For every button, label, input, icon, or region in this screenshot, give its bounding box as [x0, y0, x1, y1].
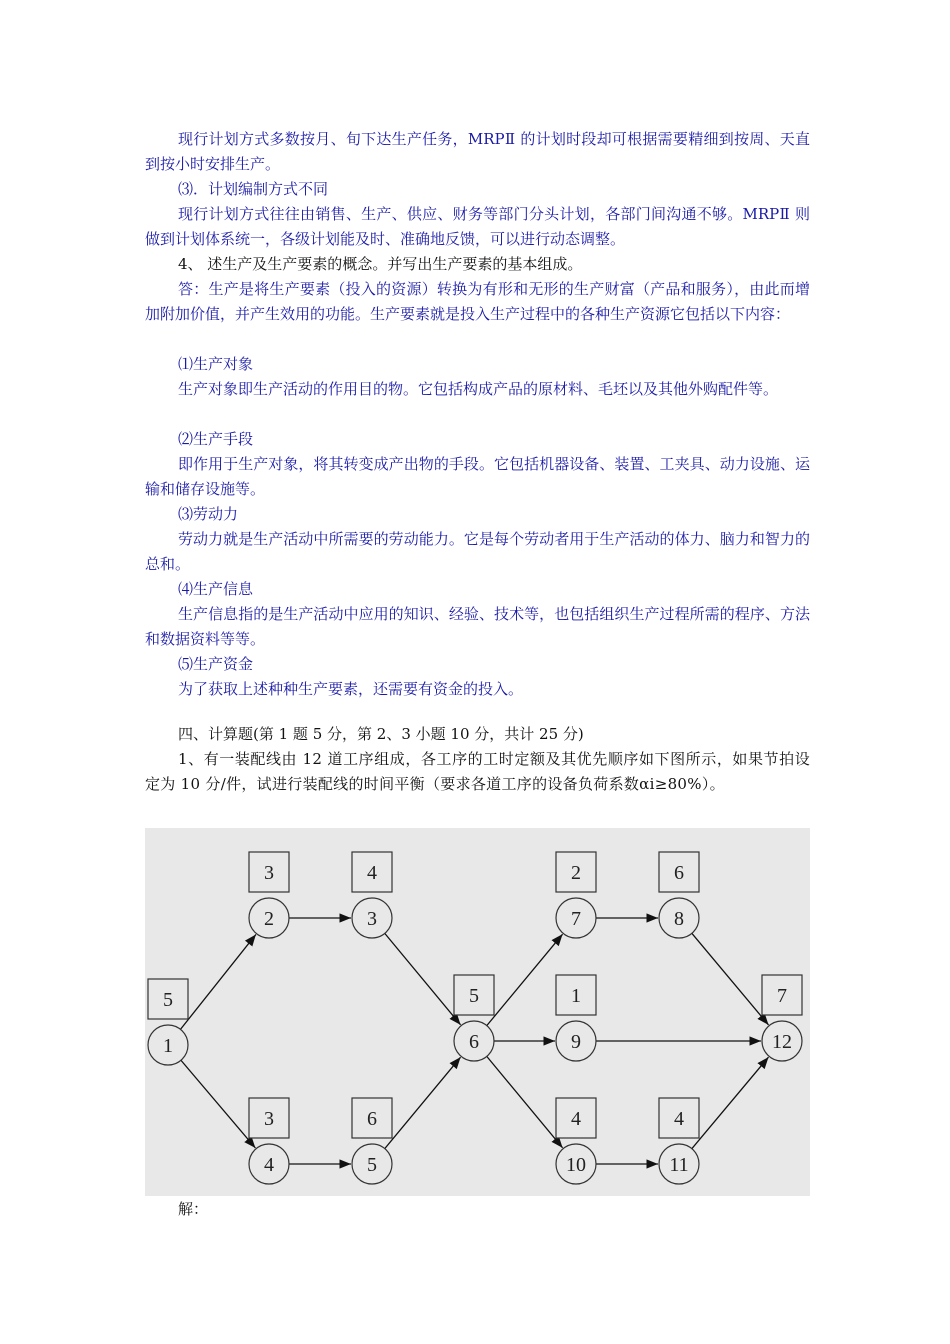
- arrow-3-to-6: [385, 933, 461, 1024]
- node-label-12: 12: [772, 1031, 792, 1053]
- process-node-2: [249, 852, 289, 938]
- process-node-1: [148, 979, 188, 1065]
- heading-production-means: ⑵生产手段: [178, 430, 254, 448]
- arrow-8-to-12: [692, 933, 769, 1025]
- time-label-8: 6: [674, 862, 684, 884]
- paragraph-labor: 劳动力就是生产活动中所需要的劳动能力。它是每个劳动者用于生产活动的体力、脑力和智力的总和。: [145, 530, 810, 573]
- time-label-4: 3: [264, 1108, 274, 1130]
- node-label-9: 9: [571, 1031, 581, 1053]
- process-node-7: [556, 852, 596, 938]
- node-label-8: 8: [674, 908, 684, 930]
- heading-production-object: ⑴生产对象: [178, 355, 254, 373]
- node-label-3: 3: [367, 908, 377, 930]
- precedence-diagram: [145, 828, 810, 1196]
- arrow-6-to-7: [487, 934, 563, 1025]
- process-node-4: [249, 1098, 289, 1184]
- arrow-11-to-12: [692, 1057, 769, 1149]
- node-label-1: 1: [163, 1035, 173, 1057]
- answer-4: 答：生产是将生产要素（投入的资源）转换为有形和无形的生产财富（产品和服务），由此而增加附加价值，并产生效用的功能。生产要素就是投入生产过程中的各种生产资源它包括以下内容：: [145, 280, 810, 323]
- arrow-1-to-4: [181, 1060, 255, 1148]
- process-node-11: [659, 1098, 699, 1184]
- heading-production-info: ⑷生产信息: [178, 580, 254, 598]
- process-node-6: [454, 975, 494, 1061]
- question-4: 4、 述生产及生产要素的概念。并写出生产要素的基本组成。: [178, 255, 583, 273]
- process-node-5: [352, 1098, 392, 1184]
- heading-labor: ⑶劳动力: [178, 505, 239, 523]
- arrow-1-to-2: [180, 934, 255, 1029]
- arrow-5-to-6: [385, 1057, 461, 1148]
- process-node-9: [556, 975, 596, 1061]
- node-label-11: 11: [669, 1154, 689, 1176]
- process-node-12: [762, 975, 802, 1061]
- paragraph-production-object: 生产对象即生产活动的作用目的物。它包括构成产品的原材料、毛坯以及其他外购配件等。: [178, 380, 779, 398]
- paragraph-production-info: 生产信息指的是生产活动中应用的知识、经验、技术等，也包括组织生产过程所需的程序、方法和数据资料等等。: [145, 605, 810, 648]
- heading-production-funds: ⑸生产资金: [178, 655, 254, 673]
- time-label-9: 1: [571, 985, 581, 1007]
- process-node-3: [352, 852, 392, 938]
- node-label-10: 10: [566, 1154, 586, 1176]
- time-label-1: 5: [163, 989, 173, 1011]
- paragraph-planning-method: 现行计划方式往往由销售、生产、供应、财务等部门分头计划，各部门间沟通不够。MRPⅡ 则做到计划体系统一，各级计划能及时、准确地反馈，可以进行动态调整。: [145, 205, 810, 248]
- solution-label: 解：: [178, 1200, 209, 1218]
- paragraph-production-means: 即作用于生产对象，将其转变成产出物的手段。它包括机器设备、装置、工夹具、动力设施、运输和储存设施等。: [145, 455, 810, 498]
- time-label-6: 5: [469, 985, 479, 1007]
- node-label-4: 4: [264, 1154, 274, 1176]
- process-node-10: [556, 1098, 596, 1184]
- question-1: 1、有一装配线由 12 道工序组成，各工序的工时定额及其优先顺序如下图所示，如果节拍设定为 10 分/件，试进行装配线的时间平衡（要求各道工序的设备负荷系数αi≥80%）。: [145, 750, 810, 793]
- arrow-6-to-10: [487, 1056, 563, 1147]
- paragraph-planning-period: 现行计划方式多数按月、旬下达生产任务，MRPⅡ 的计划时段却可根据需要精细到按周、天直到按小时安排生产。: [145, 130, 810, 173]
- time-label-2: 3: [264, 862, 274, 884]
- time-label-7: 2: [571, 862, 581, 884]
- time-label-11: 4: [674, 1108, 684, 1130]
- time-label-3: 4: [367, 862, 377, 884]
- process-node-8: [659, 852, 699, 938]
- section-heading-calculation: 四、计算题(第 1 题 5 分，第 2、3 小题 10 分，共计 25 分): [178, 725, 584, 743]
- heading-planning-method: ⑶．计划编制方式不同: [178, 180, 329, 198]
- node-label-7: 7: [571, 908, 581, 930]
- time-label-5: 6: [367, 1108, 377, 1130]
- node-label-6: 6: [469, 1031, 479, 1053]
- time-label-12: 7: [777, 985, 787, 1007]
- node-label-5: 5: [367, 1154, 377, 1176]
- time-label-10: 4: [571, 1108, 581, 1130]
- node-label-2: 2: [264, 908, 274, 930]
- paragraph-production-funds: 为了获取上述种种生产要素，还需要有资金的投入。: [178, 680, 524, 698]
